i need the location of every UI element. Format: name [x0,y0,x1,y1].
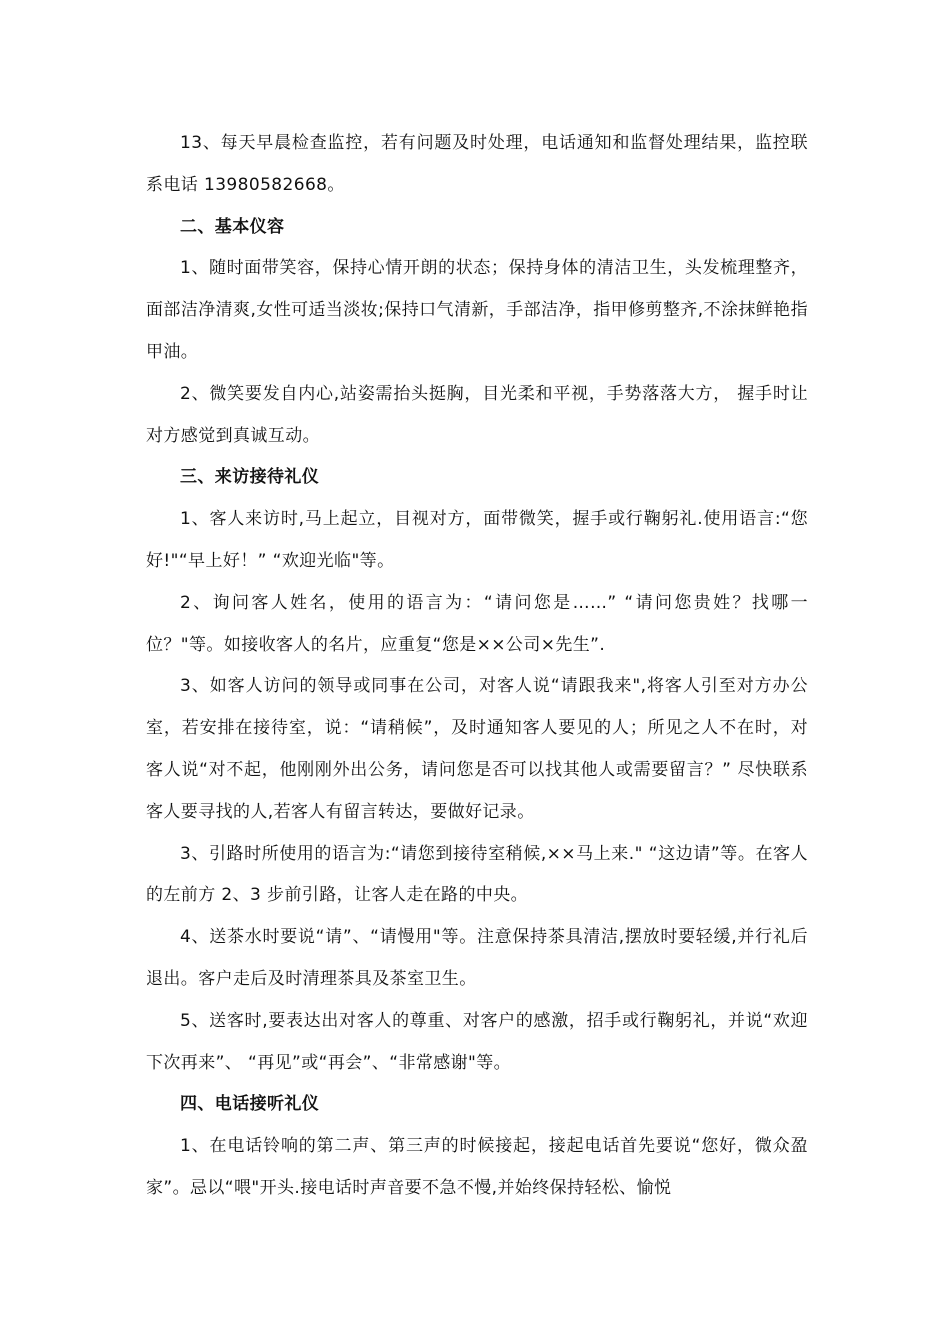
document-body [146,123,808,1210]
paragraph-reception-1: 1、客人来访时,马上起立，目视对方，面带微笑，握手或行鞠躬礼.使用语言:“您好!"“早上好！” “欢迎光临"等。 [146,509,808,571]
paragraph-reception-3b: 3、引路时所使用的语言为:“请您到接待室稍候,××马上来." “这边请”等。在客人的左前方 2、3 步前引路，让客人走在路的中央。 [146,843,808,906]
paragraph-reception-3: 3、如客人访问的领导或同事在公司，对客人说“请跟我来",将客人引至对方办公室，若安排在接待室，说：“请稍候”，及时通知客人要见的人；所见之人不在时，对客人说“对不起，他刚刚外出公务，请问您是否可以找其他人或需要留言？” 尽快联系客人要寻找的人,若客人有留言转达，要做好记录。 [146,676,808,822]
section-heading-appearance: 二、基本仪容 [180,216,285,237]
paragraph-appearance-2: 2、微笑要发自内心,站姿需抬头挺胸，目光柔和平视，手势落落大方， 握手时让对方感觉到真诚互动。 [146,383,808,446]
paragraph-appearance-1: 1、随时面带笑容，保持心情开朗的状态；保持身体的清洁卫生，头发梳理整齐，面部洁净清爽,女性可适当淡妆;保持口气清新，手部洁净，指甲修剪整齐,不涂抹鲜艳指甲油。 [146,258,808,362]
paragraph-monitoring: 13、每天早晨检查监控，若有问题及时处理，电话通知和监督处理结果，监控联系电话 13980582668。 [146,133,808,195]
section-heading-phone-etiquette: 四、电话接听礼仪 [180,1094,320,1115]
paragraph-reception-2: 2、询问客人姓名，使用的语言为：“请问您是……” “请问您贵姓？找哪一位？"等。如接收客人的名片，应重复“您是××公司×先生”. [146,592,808,655]
paragraph-reception-5: 5、送客时,要表达出对客人的尊重、对客户的感激，招手或行鞠躬礼，并说“欢迎下次再来”、 “再见”或“再会”、“非常感谢"等。 [146,1010,808,1073]
paragraph-phone-1: 1、在电话铃响的第二声、第三声的时候接起，接起电话首先要说“您好，微众盈家”。忌以“喂"开头.接电话时声音要不急不慢,并始终保持轻松、愉悦 [146,1136,808,1198]
paragraph-reception-4: 4、送茶水时要说“请”、“请慢用"等。注意保持茶具清洁,摆放时要轻缓,并行礼后退出。客户走后及时清理茶具及茶室卫生。 [146,927,808,989]
section-heading-visitor-reception: 三、来访接待礼仪 [180,467,320,488]
